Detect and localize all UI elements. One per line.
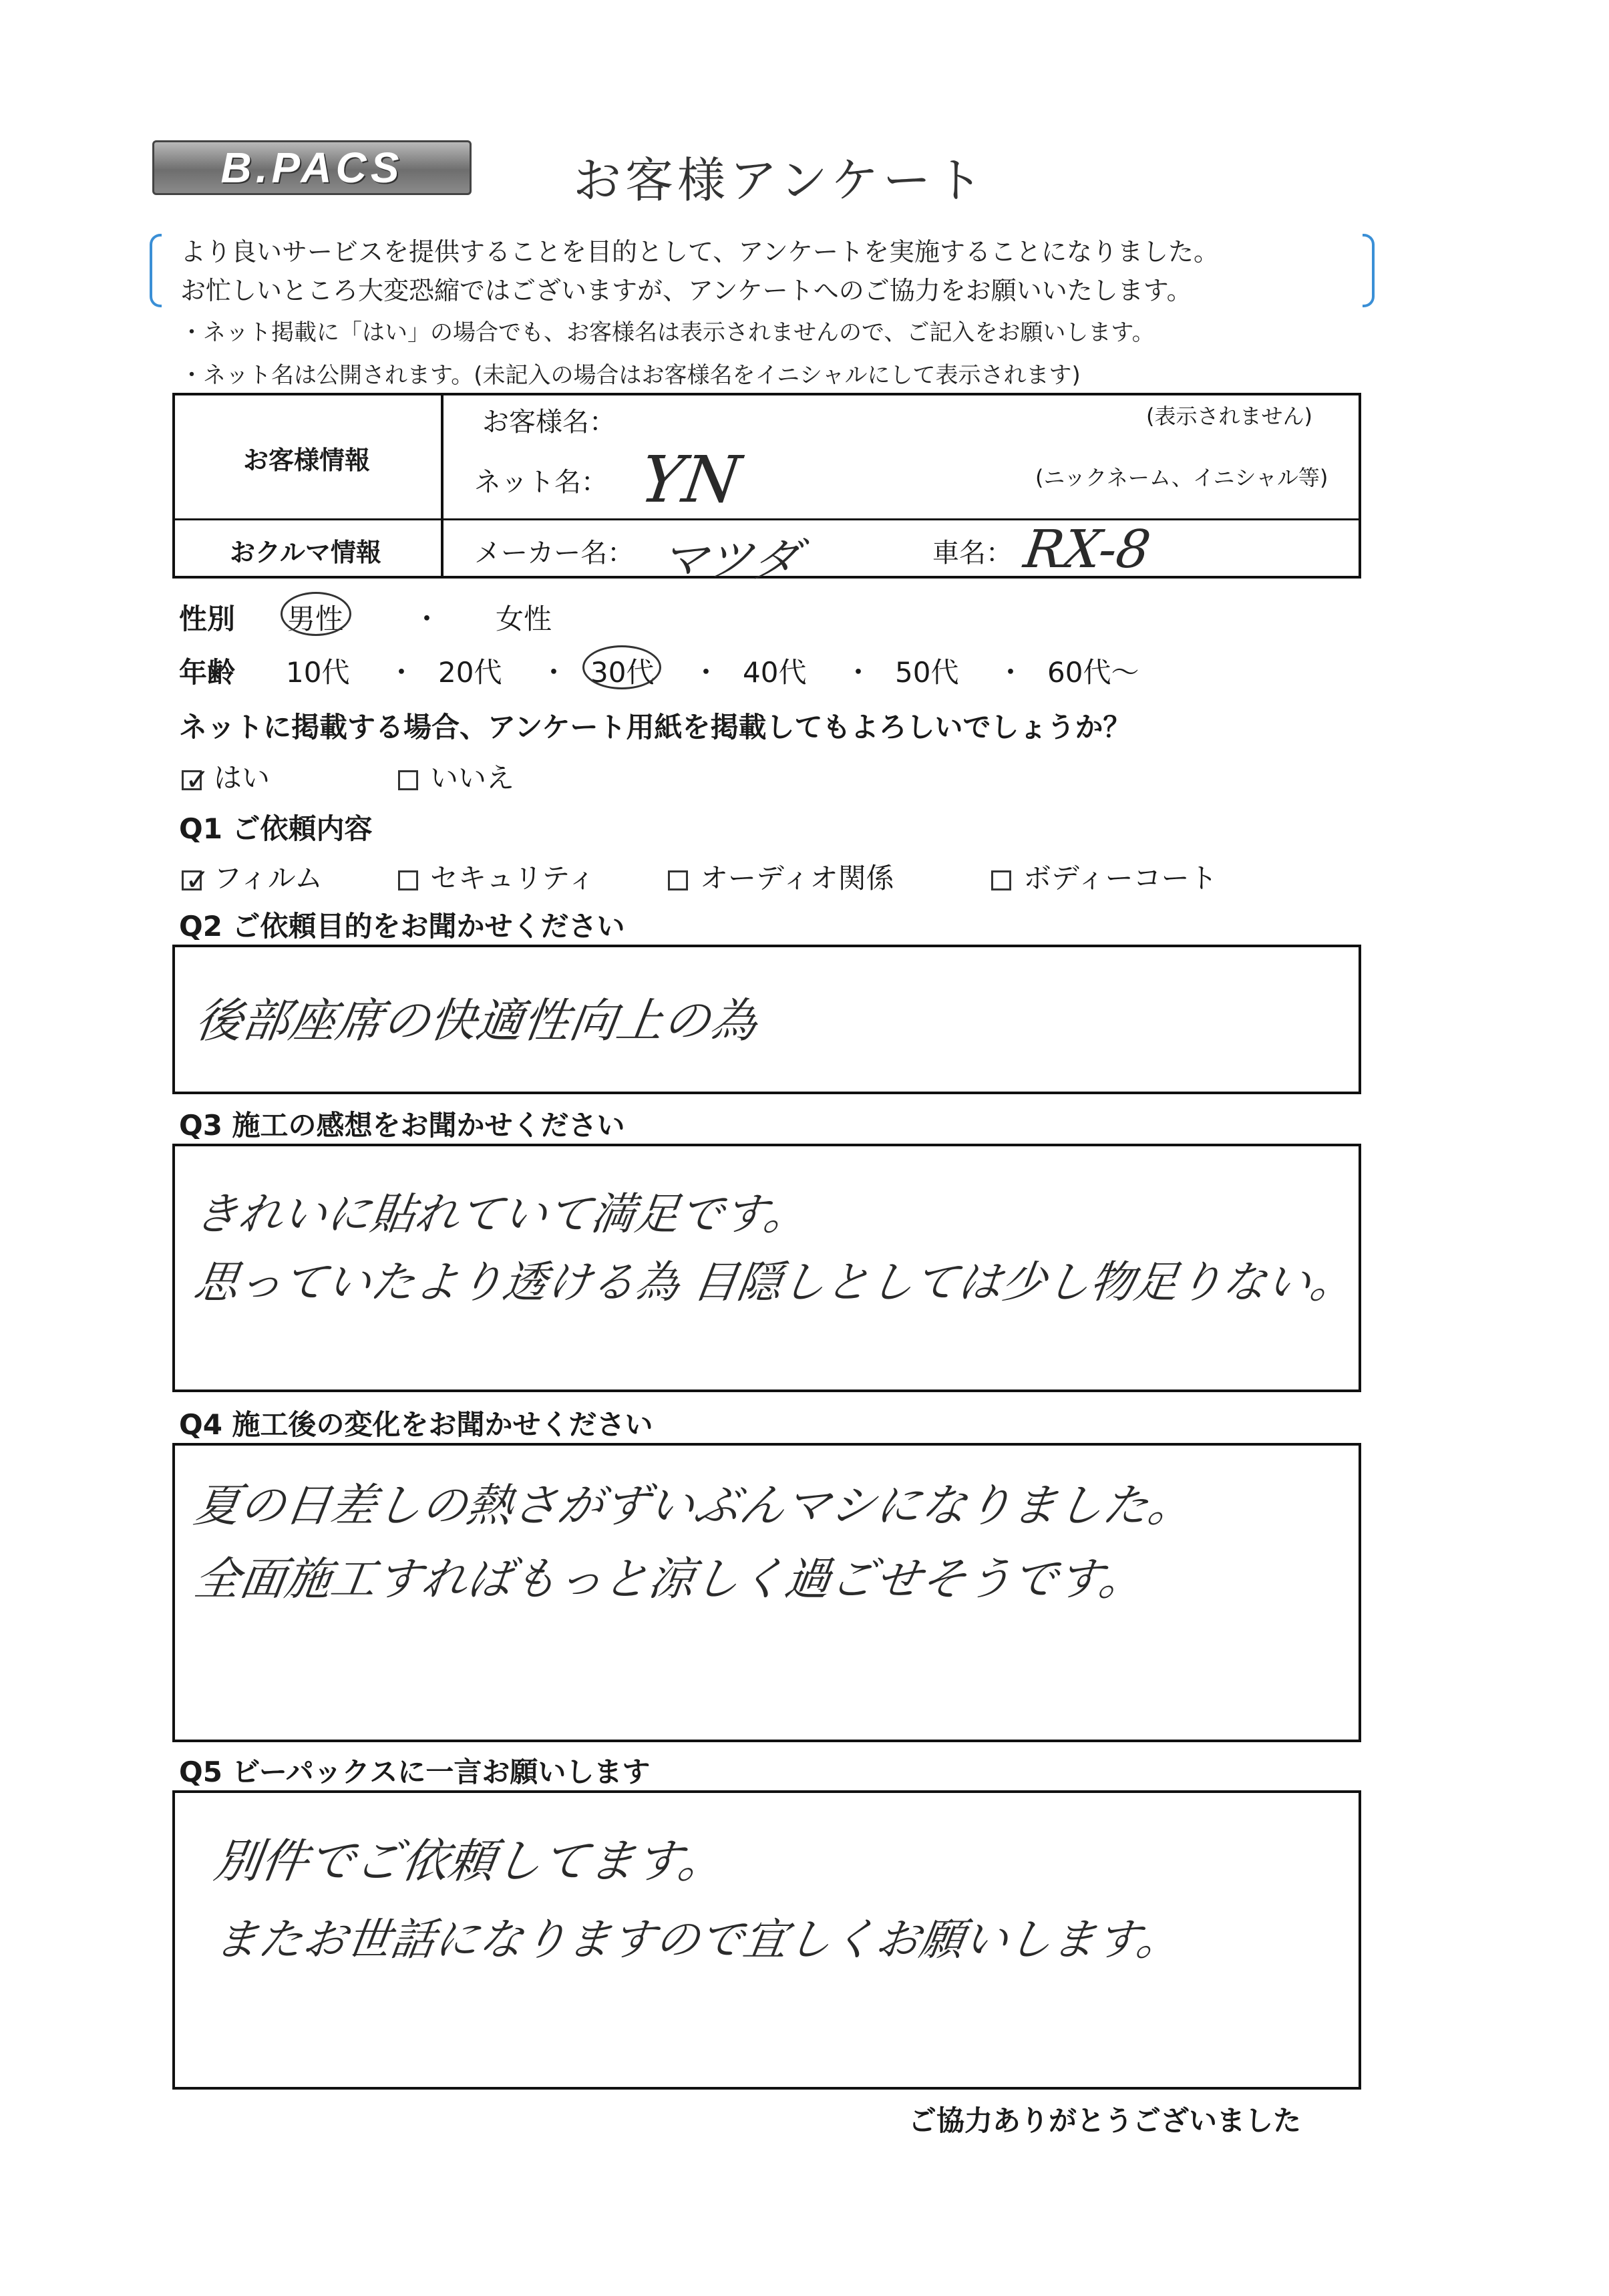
right-bracket-icon (1363, 234, 1375, 307)
left-bracket-icon (150, 234, 162, 307)
q1-label: Q1 ご依頼内容 (179, 812, 373, 845)
checkbox-icon[interactable] (182, 862, 210, 897)
age-separator: ・ (844, 656, 873, 689)
q1-film-label: フィルム (214, 862, 323, 894)
q1-option-security[interactable] (398, 856, 596, 896)
q1-bodycoat-label: ボディーコート (1023, 862, 1218, 894)
gender-separator: ・ (413, 603, 441, 635)
q5-answer-box[interactable] (172, 1790, 1361, 2090)
q1-option-film[interactable] (182, 856, 323, 896)
maker-label: メーカー名： (474, 538, 635, 568)
logo-text: B.PACS (220, 144, 403, 192)
publish-no-label: いいえ (430, 762, 515, 794)
age-option-60s[interactable]: 60代～ (1047, 656, 1139, 689)
checkbox-icon[interactable] (398, 870, 418, 890)
q4-answer-box[interactable] (172, 1443, 1361, 1742)
table-divider (172, 518, 1361, 520)
q1-option-bodycoat[interactable] (991, 856, 1218, 896)
q4-answer-line-2: 全面施工すればもっと涼しく過ごせそうです。 (190, 1553, 1149, 1606)
age-label: 年齢 (179, 656, 236, 689)
maker-field[interactable]: マツダ (657, 532, 803, 587)
intro-note-1: ・ネット掲載に「はい」の場合でも、お客様名は表示されませんので、ご記入をお願いします。 (180, 319, 1155, 346)
q1-option-audio[interactable] (668, 856, 894, 896)
gender-label: 性別 (179, 603, 236, 635)
car-name-label: 車名： (932, 538, 1013, 568)
q4-answer-line-1: 夏の日差しの熱さがずいぶんマシになりました。 (190, 1480, 1198, 1532)
q1-audio-label: オーディオ関係 (700, 862, 894, 894)
checkbox-icon[interactable] (991, 870, 1011, 890)
age-separator: ・ (997, 656, 1025, 689)
customer-name-label: お客様名： (482, 407, 616, 438)
q5-answer-line-2: またお世話になりますので宜しくお願いします。 (210, 1914, 1185, 1965)
checkmark-icon: ✓ (185, 762, 210, 797)
q3-answer-line-2: 思っていたより透ける為 目隠しとしては少し物足りない。 (190, 1257, 1359, 1308)
checkmark-icon: ✓ (185, 862, 210, 897)
gender-option-male[interactable]: 男性 (287, 603, 344, 635)
q5-label: Q5 ビーパックスに一言お願いします (179, 1756, 651, 1788)
q3-label: Q3 施工の感想をお聞かせください (179, 1109, 625, 1142)
age-option-30s[interactable]: 30代 (590, 656, 655, 689)
publish-yes-option[interactable] (182, 756, 270, 796)
age-separator: ・ (692, 656, 721, 689)
age-option-20s[interactable]: 20代 (438, 656, 502, 689)
car-info-label: おクルマ情報 (230, 538, 381, 567)
age-separator: ・ (540, 656, 568, 689)
customer-info-label: お客様情報 (243, 446, 371, 475)
q2-answer-box[interactable] (172, 945, 1361, 1094)
net-name-field[interactable]: YN (636, 442, 745, 517)
q2-label: Q2 ご依頼目的をお聞かせください (179, 910, 625, 943)
q5-answer-line-1: 別件でご依頼してます。 (210, 1834, 729, 1889)
q2-answer-line-1: 後部座席の快適性向上の為 (192, 993, 761, 1048)
page-title: お客様アンケート (573, 152, 987, 208)
checkbox-icon[interactable] (668, 870, 688, 890)
footer-thanks: ご協力ありがとうございました (908, 2104, 1302, 2137)
gender-option-female[interactable]: 女性 (496, 603, 552, 635)
age-option-10s[interactable]: 10代 (286, 656, 350, 689)
intro-line-1: より良いサービスを提供することを目的として、アンケートを実施することになりました。 (180, 237, 1219, 267)
age-option-40s[interactable]: 40代 (743, 656, 807, 689)
q3-answer-box[interactable] (172, 1144, 1361, 1392)
checkbox-icon[interactable] (398, 770, 418, 790)
bpacs-logo (152, 140, 472, 195)
age-separator: ・ (387, 656, 416, 689)
q4-label: Q4 施工後の変化をお聞かせください (179, 1408, 653, 1441)
publish-question: ネットに掲載する場合、アンケート用紙を掲載してもよろしいでしょうか？ (179, 711, 1131, 744)
customer-name-note: (表示されません) (1146, 403, 1312, 429)
intro-note-2: ・ネット名は公開されます。(未記入の場合はお客様名をイニシャルにして表示されます) (180, 362, 1081, 389)
age-option-50s[interactable]: 50代 (895, 656, 959, 689)
publish-yes-label: はい (214, 762, 271, 794)
table-divider (441, 393, 443, 579)
q1-security-label: セキュリティ (430, 862, 596, 894)
net-name-label: ネット名： (474, 467, 608, 498)
intro-line-2: お忙しいところ大変恐縮ではございますが、アンケートへのご協力をお願いいたします。 (180, 276, 1192, 305)
selection-circle-icon (281, 592, 351, 636)
q3-answer-line-1: きれいに貼れていて満足です。 (190, 1188, 812, 1240)
car-name-field[interactable]: RX-8 (1020, 520, 1154, 580)
selection-circle-icon (582, 645, 661, 689)
checkbox-icon[interactable] (182, 762, 210, 797)
net-name-note: (ニックネーム、イニシャル等) (1035, 465, 1328, 490)
publish-no-option[interactable] (398, 756, 514, 796)
